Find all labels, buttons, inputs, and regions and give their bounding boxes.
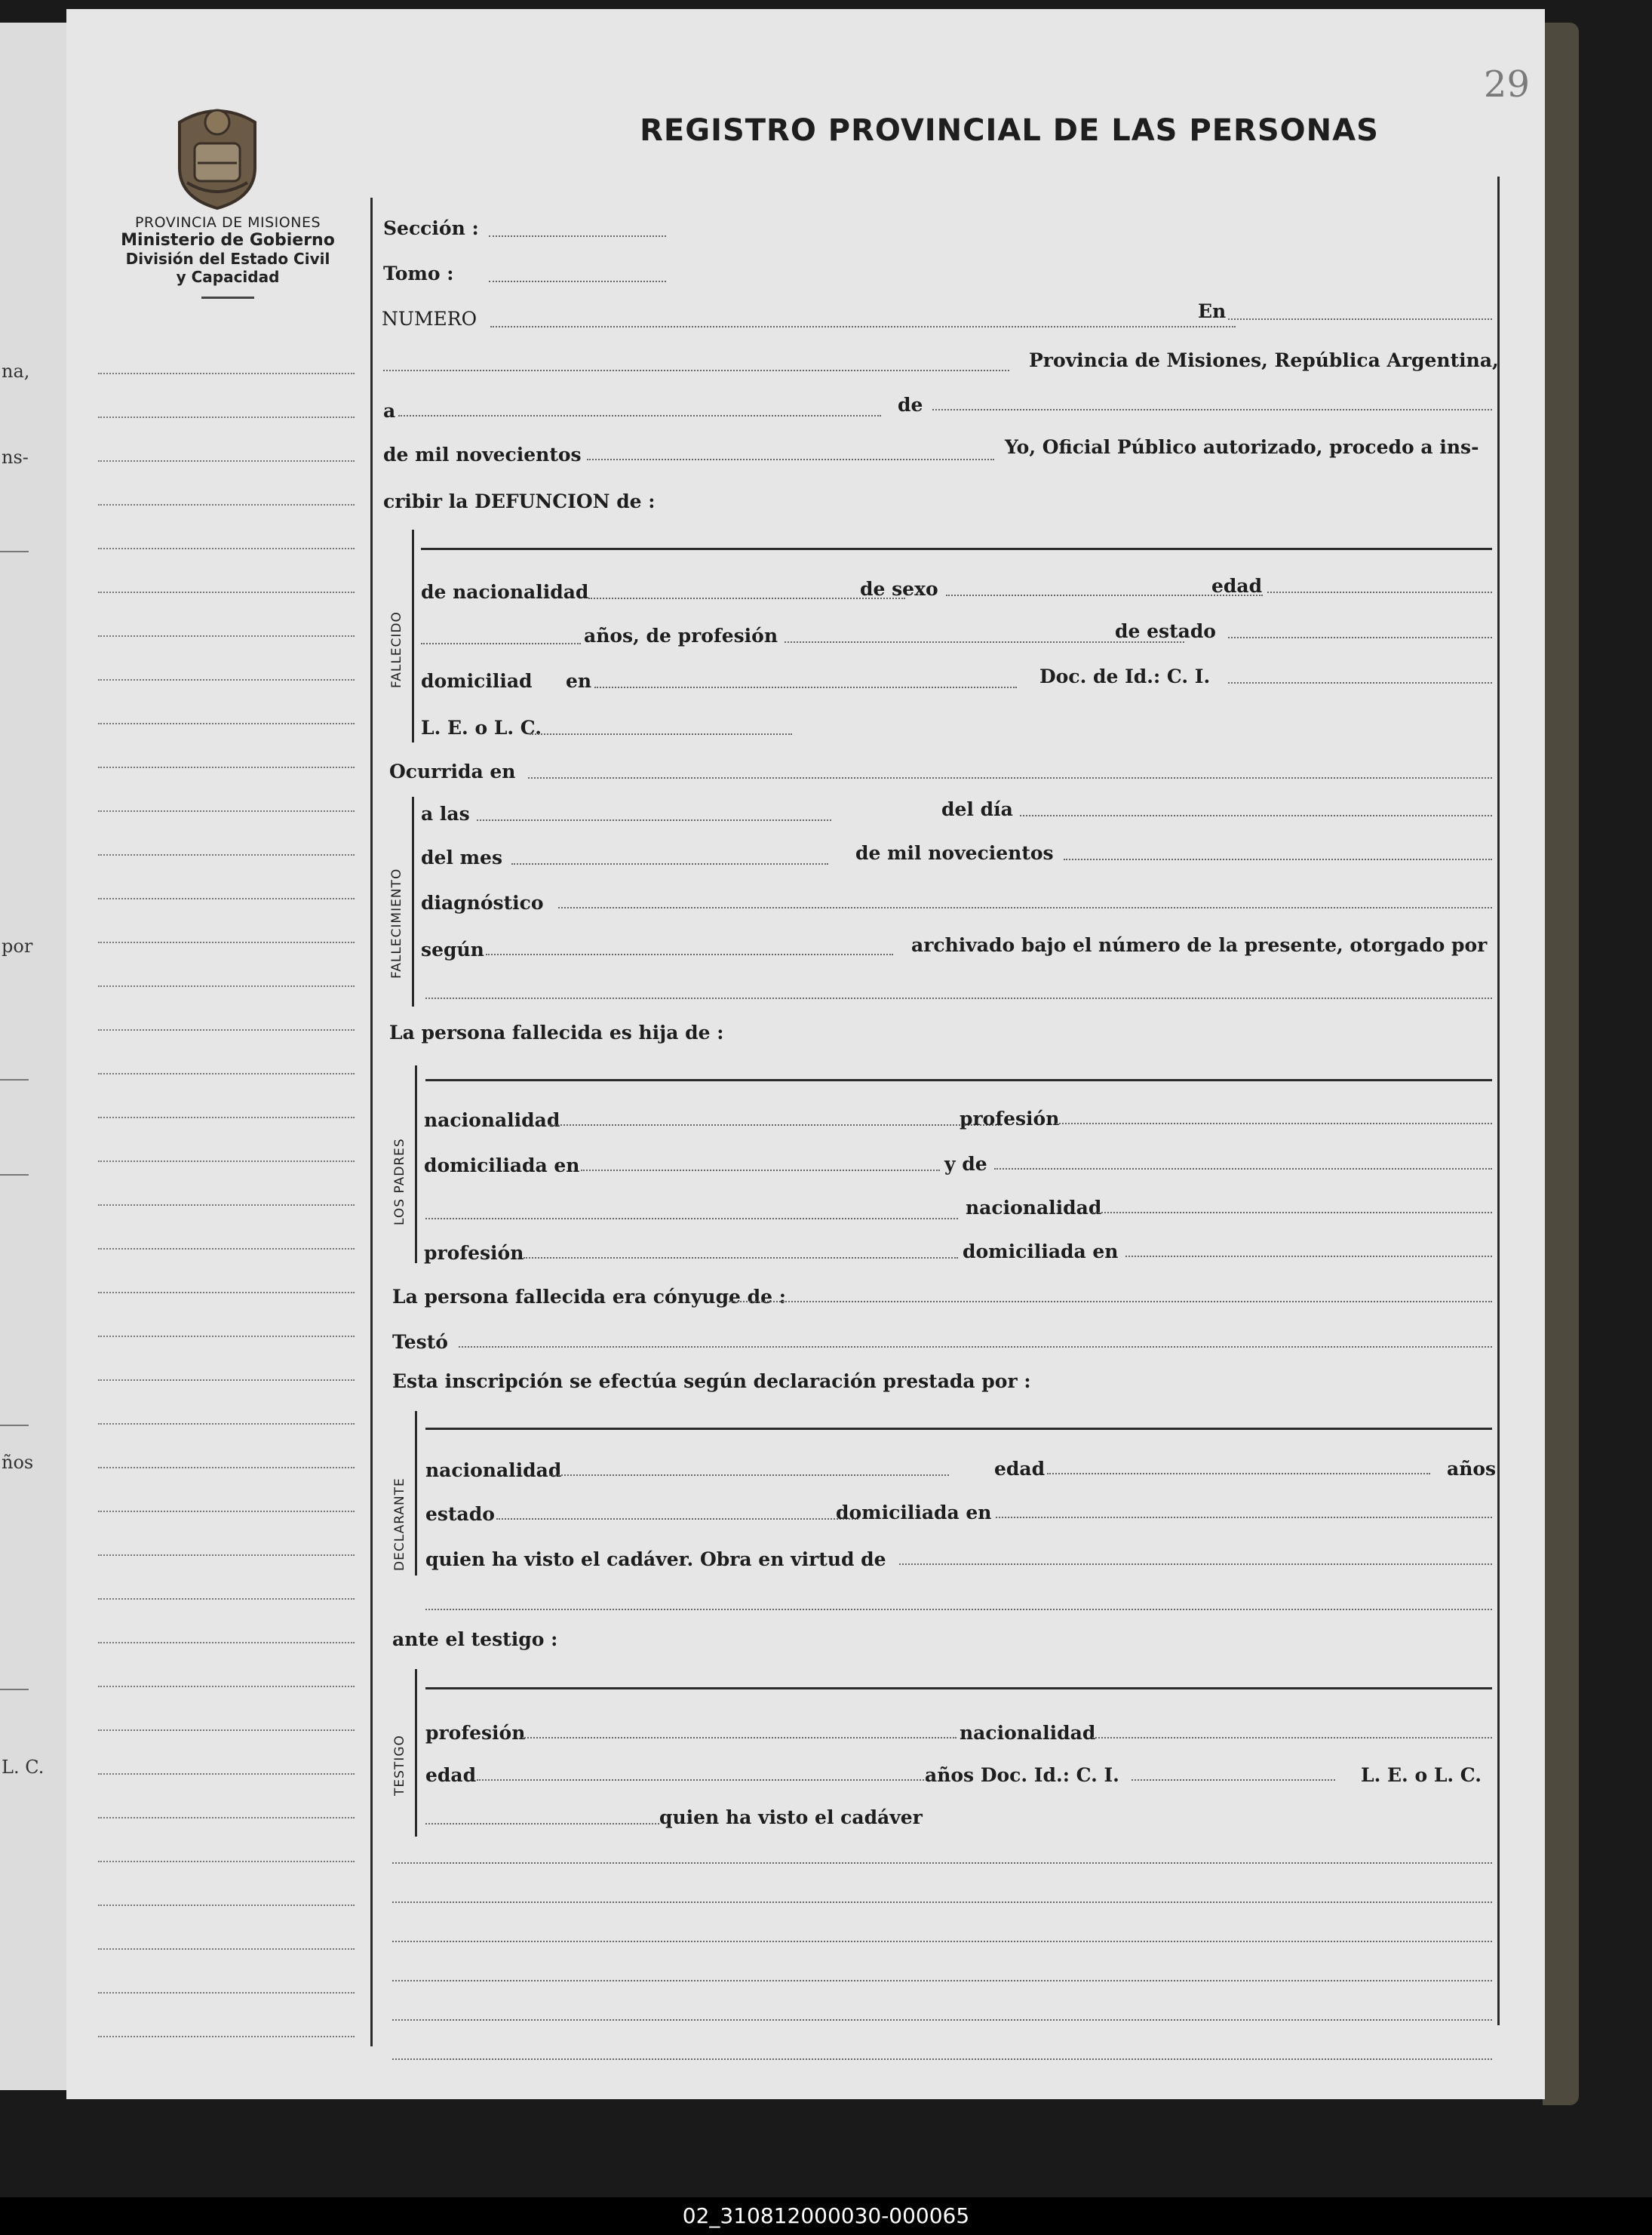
- margin-note-line[interactable]: [98, 985, 355, 987]
- previous-page-edge: [0, 23, 76, 2090]
- margin-note-line[interactable]: [98, 373, 355, 374]
- madre-extra-field[interactable]: [425, 1218, 958, 1219]
- declarante-label: DECLARANTE: [392, 1477, 407, 1571]
- page-title: REGISTRO PROVINCIAL DE LAS PERSONAS: [640, 113, 1379, 148]
- margin-note-line[interactable]: [98, 1161, 355, 1162]
- notes-line[interactable]: [392, 1862, 1492, 1864]
- doc-field[interactable]: [1228, 682, 1492, 684]
- margin-note-line[interactable]: [98, 504, 355, 506]
- le-lc-label: L. E. o L. C.: [421, 717, 542, 739]
- testigo-profesion-label: profesión: [425, 1722, 526, 1744]
- coat-of-arms-seal: [172, 100, 263, 210]
- image-id: 02_310812000030-000065: [682, 2203, 970, 2228]
- padres-label: LOS PADRES: [392, 1138, 407, 1225]
- testigo-bracket: [415, 1669, 417, 1837]
- margin-note-line[interactable]: [98, 1423, 355, 1425]
- numero-field[interactable]: [490, 326, 1236, 327]
- padres-bracket: [415, 1065, 417, 1263]
- fallecimiento-bracket: [412, 797, 414, 1007]
- image-id-bar: [0, 2197, 1652, 2235]
- madre-profesion-label: profesión: [424, 1242, 524, 1264]
- prev-page-line: [0, 551, 29, 552]
- prev-page-fragment: ns-: [2, 447, 29, 468]
- margin-note-line[interactable]: [98, 1554, 355, 1556]
- fallecido-bracket: [412, 530, 414, 742]
- margin-note-line[interactable]: [98, 723, 355, 724]
- declarante-domiciliada-label: domiciliada en: [836, 1502, 992, 1523]
- declarante-bracket: [415, 1411, 417, 1576]
- margin-note-line[interactable]: [98, 1817, 355, 1818]
- padre-profesion-label: profesión: [960, 1108, 1060, 1130]
- testigo-nacionalidad-label: nacionalidad: [960, 1722, 1096, 1744]
- lugar-field[interactable]: [383, 370, 1009, 371]
- sexo-label: de sexo: [860, 578, 938, 600]
- diagnostico-label: diagnóstico: [421, 892, 544, 914]
- oficial-text: Yo, Oficial Público autorizado, procedo a ins-: [1005, 436, 1479, 458]
- office-divider: [201, 297, 254, 299]
- edad-field[interactable]: [1267, 592, 1492, 593]
- padre-domiciliada-label: domiciliada en: [424, 1154, 580, 1176]
- testigo-name-field[interactable]: [425, 1687, 1492, 1689]
- prev-page-line: [0, 1689, 29, 1690]
- madre-name-field[interactable]: [994, 1168, 1492, 1170]
- margin-note-line[interactable]: [98, 548, 355, 549]
- notes-line[interactable]: [392, 2019, 1492, 2021]
- prev-page-fragment: ños: [2, 1452, 34, 1473]
- conyuge-label: La persona fallecida era cónyuge de :: [392, 1286, 786, 1308]
- testigo-extra-field[interactable]: [425, 1823, 659, 1825]
- margin-note-line[interactable]: [98, 2036, 355, 2037]
- provincia-text: Provincia de Misiones, República Argentina,: [1029, 349, 1499, 371]
- seccion-field[interactable]: [489, 235, 666, 237]
- numero-label: NUMERO: [382, 308, 477, 330]
- declarante-name-field[interactable]: [425, 1428, 1492, 1430]
- hora-field[interactable]: [477, 819, 831, 821]
- inscribir-text: cribir la DEFUNCION de :: [383, 490, 656, 512]
- declarante-extra-field[interactable]: [425, 1609, 1492, 1610]
- y-de-label: y de: [944, 1153, 987, 1175]
- de-label: de: [898, 394, 923, 416]
- margin-column-rule: [370, 198, 373, 2046]
- ocurrida-field[interactable]: [528, 777, 1492, 779]
- padre-profesion-field[interactable]: [1056, 1123, 1492, 1124]
- seccion-label: Sección :: [383, 217, 479, 239]
- prev-page-fragment: na,: [2, 361, 30, 382]
- nacionalidad-field[interactable]: [588, 598, 905, 599]
- notes-line[interactable]: [392, 1901, 1492, 1903]
- margin-note-line[interactable]: [98, 898, 355, 899]
- mes-field[interactable]: [511, 863, 828, 865]
- margin-note-line[interactable]: [98, 1248, 355, 1250]
- en-label-fallecido: en: [566, 670, 592, 692]
- otorgado-por-field[interactable]: [425, 998, 1492, 999]
- margin-note-line[interactable]: [98, 1598, 355, 1600]
- margin-note-line[interactable]: [98, 1336, 355, 1337]
- testigo-edad-field[interactable]: [477, 1779, 929, 1781]
- padre-domicilio-field[interactable]: [581, 1170, 940, 1171]
- declarante-estado-field[interactable]: [496, 1518, 858, 1520]
- register-page: [66, 9, 1545, 2099]
- padre-name-field[interactable]: [425, 1079, 1492, 1081]
- padre-nacionalidad-label: nacionalidad: [424, 1109, 560, 1131]
- margin-note-line[interactable]: [98, 767, 355, 768]
- en-label: En: [1198, 300, 1227, 322]
- margin-note-line[interactable]: [98, 1686, 355, 1687]
- anio-field[interactable]: [587, 459, 994, 460]
- book-binding: [1543, 23, 1579, 2105]
- domiciliad-label: domiciliad: [421, 670, 533, 692]
- padre-nacionalidad-field[interactable]: [549, 1124, 1002, 1126]
- testigo-anos-doc-label: años Doc. Id.: C. I.: [925, 1764, 1119, 1786]
- margin-note-line[interactable]: [98, 1511, 355, 1512]
- obra-en-virtud-field[interactable]: [899, 1563, 1492, 1565]
- de-mil-label: de mil novecientos: [383, 444, 582, 466]
- margin-note-line[interactable]: [98, 1204, 355, 1206]
- margin-note-line[interactable]: [98, 592, 355, 593]
- le-lc-field[interactable]: [530, 733, 792, 735]
- hija-de-label: La persona fallecida es hija de :: [389, 1022, 724, 1044]
- doc-label: Doc. de Id.: C. I.: [1039, 666, 1211, 687]
- estado-label: de estado: [1115, 620, 1216, 642]
- archivado-text: archivado bajo el número de la presente, otorgado por: [911, 934, 1488, 956]
- declarante-edad-field[interactable]: [1047, 1473, 1430, 1474]
- office-capacity: y Capacidad: [176, 268, 280, 286]
- madre-domicilio-field[interactable]: [1125, 1256, 1492, 1257]
- madre-nacionalidad-label: nacionalidad: [966, 1197, 1102, 1219]
- testigo-nacionalidad-field[interactable]: [1092, 1737, 1492, 1739]
- inscripcion-label: Esta inscripción se efectúa según declaración prestada por :: [392, 1370, 1031, 1392]
- segun-field[interactable]: [486, 954, 893, 955]
- margin-note-line[interactable]: [98, 1642, 355, 1643]
- segun-label: según: [421, 939, 484, 961]
- margin-note-line[interactable]: [98, 460, 355, 462]
- margin-note-line[interactable]: [98, 679, 355, 681]
- margin-note-line[interactable]: [98, 1992, 355, 1994]
- anos-profesion-label: años, de profesión: [584, 625, 778, 647]
- office-province: PROVINCIA DE MISIONES: [134, 214, 321, 231]
- a-las-label: a las: [421, 803, 470, 825]
- margin-note-line[interactable]: [98, 417, 355, 418]
- testo-label: Testó: [392, 1331, 448, 1353]
- margin-note-line[interactable]: [98, 942, 355, 943]
- margin-note-line[interactable]: [98, 1467, 355, 1468]
- mil-novecientos-label: de mil novecientos: [855, 842, 1054, 864]
- conyuge-field[interactable]: [729, 1301, 1492, 1302]
- margin-note-line[interactable]: [98, 1073, 355, 1074]
- testo-field[interactable]: [459, 1346, 1492, 1348]
- declarante-anos-label: años: [1447, 1458, 1497, 1480]
- declarante-visto-label: quien ha visto el cadáver. Obra en virtud de: [425, 1548, 886, 1570]
- a-label: a: [383, 400, 396, 422]
- madre-domiciliada-label: domiciliada en: [963, 1240, 1119, 1262]
- issuing-office: [100, 214, 356, 299]
- tomo-label: Tomo :: [383, 263, 454, 284]
- anio-fallecimiento-field[interactable]: [1064, 859, 1492, 860]
- prev-page-line: [0, 1174, 29, 1176]
- notes-line[interactable]: [392, 2058, 1492, 2060]
- page-number: 29: [1483, 63, 1530, 106]
- notes-line[interactable]: [392, 1941, 1492, 1942]
- declarante-domicilio-field[interactable]: [996, 1517, 1492, 1518]
- fallecimiento-label: FALLECIMIENTO: [389, 868, 404, 979]
- testigo-label: TESTIGO: [392, 1735, 407, 1796]
- margin-note-line[interactable]: [98, 635, 355, 637]
- testigo-edad-label: edad: [425, 1764, 477, 1786]
- de-field[interactable]: [932, 409, 1492, 410]
- declarante-edad-label: edad: [994, 1458, 1046, 1480]
- en-field[interactable]: [1228, 318, 1492, 320]
- tomo-field[interactable]: [489, 281, 666, 282]
- declarante-estado-label: estado: [425, 1503, 495, 1525]
- prev-page-line: [0, 1425, 29, 1426]
- del-dia-label: del día: [941, 798, 1013, 820]
- testigo-visto-label: quien ha visto el cadáver: [659, 1806, 923, 1828]
- madre-nacionalidad-field[interactable]: [1092, 1212, 1492, 1213]
- margin-note-line[interactable]: [98, 1861, 355, 1862]
- office-division: División del Estado Civil: [125, 250, 330, 268]
- diagnostico-field[interactable]: [558, 907, 1492, 908]
- fallecido-label: FALLECIDO: [389, 611, 404, 688]
- prev-page-line: [0, 1079, 29, 1081]
- a-field[interactable]: [398, 415, 881, 417]
- margin-note-line[interactable]: [98, 1905, 355, 1906]
- margin-note-line[interactable]: [98, 1029, 355, 1031]
- testigo-profesion-field[interactable]: [522, 1737, 957, 1739]
- fallecido-name-field[interactable]: [421, 548, 1492, 550]
- del-mes-label: del mes: [421, 847, 503, 868]
- testigo-le-lc-label: L. E. o L. C.: [1361, 1764, 1482, 1786]
- declarante-nacionalidad-field[interactable]: [549, 1474, 949, 1476]
- margin-note-line[interactable]: [98, 1948, 355, 1950]
- margin-note-line[interactable]: [98, 1292, 355, 1293]
- notes-line[interactable]: [392, 1980, 1492, 1981]
- ocurrida-label: Ocurrida en: [389, 761, 516, 782]
- right-border-rule: [1497, 177, 1500, 2025]
- margin-note-line[interactable]: [98, 1379, 355, 1381]
- nacionalidad-label: de nacionalidad: [421, 581, 589, 603]
- ante-testigo-label: ante el testigo :: [392, 1628, 558, 1650]
- prev-page-fragment: L. C.: [2, 1757, 45, 1778]
- anios-field[interactable]: [421, 643, 581, 644]
- dia-field[interactable]: [1020, 815, 1492, 816]
- edad-label: edad: [1211, 575, 1263, 597]
- margin-note-line[interactable]: [98, 1773, 355, 1775]
- madre-profesion-field[interactable]: [524, 1257, 958, 1259]
- testigo-ci-field[interactable]: [1132, 1779, 1335, 1781]
- office-ministry: Ministerio de Gobierno: [121, 231, 335, 250]
- estado-field[interactable]: [1228, 637, 1492, 638]
- prev-page-fragment: por: [2, 936, 33, 957]
- domicilio-field[interactable]: [594, 687, 1017, 688]
- margin-note-line[interactable]: [98, 854, 355, 856]
- declarante-nacionalidad-label: nacionalidad: [425, 1459, 562, 1481]
- margin-note-line[interactable]: [98, 810, 355, 812]
- margin-note-line[interactable]: [98, 1117, 355, 1118]
- margin-note-line[interactable]: [98, 1729, 355, 1731]
